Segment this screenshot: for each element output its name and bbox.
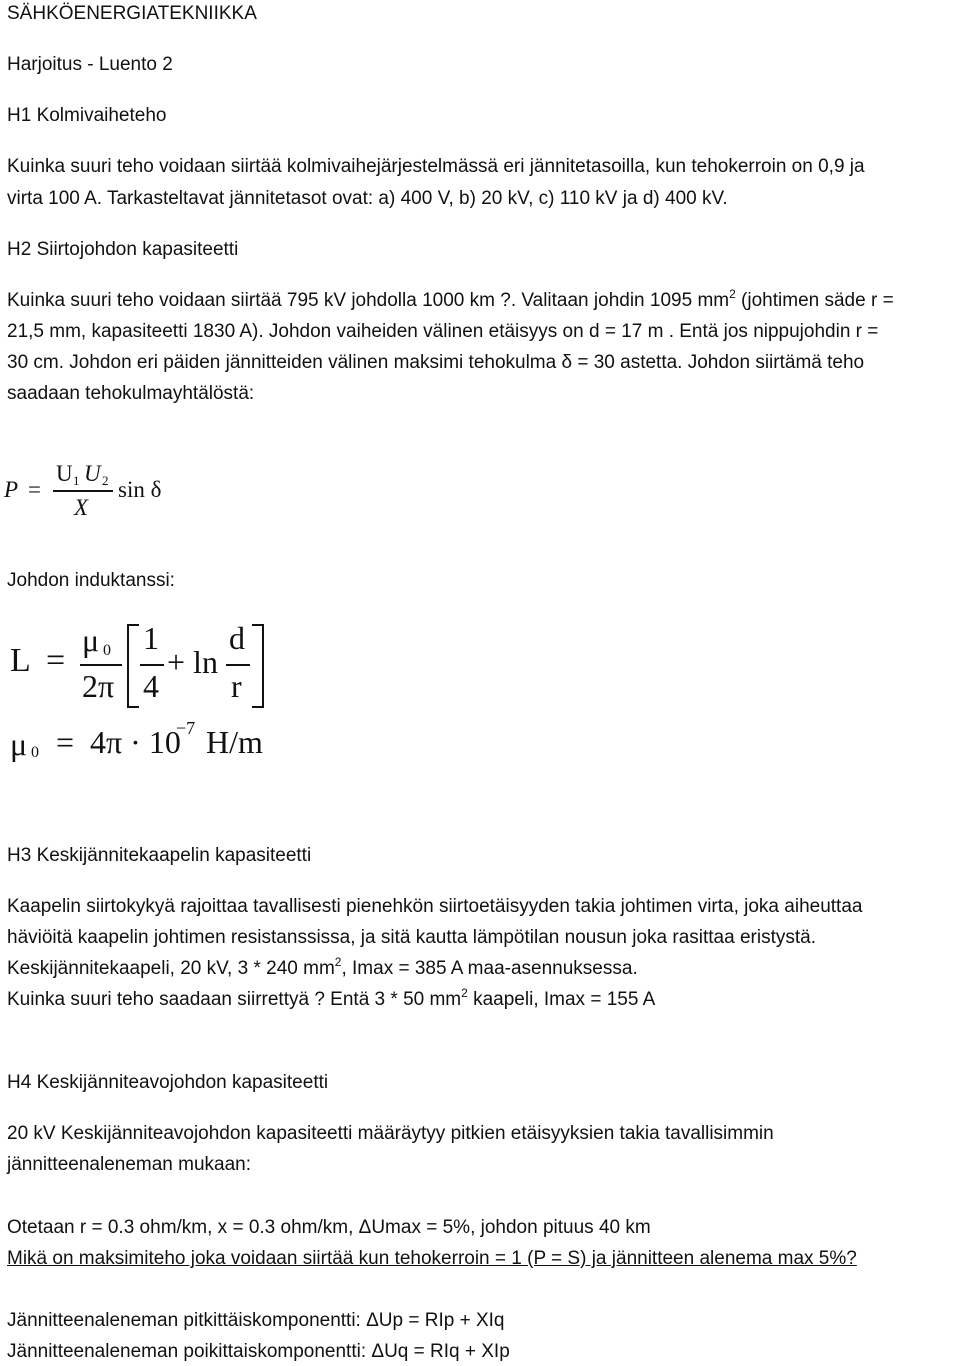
inductance-label: Johdon induktanssi: xyxy=(7,570,175,591)
formula-subscript: 1 xyxy=(73,473,80,488)
h4-text-line: 20 kV Keskijänniteavojohdon kapasiteetti määräytyy pitkien etäisyyksien takia tavallisimmin xyxy=(7,1123,774,1144)
h2-text-line: saadaan tehokulmayhtälöstä: xyxy=(7,383,255,404)
h3-text-segment: kaapeli, Imax = 155 A xyxy=(467,989,656,1010)
formula-equals: = xyxy=(56,724,75,760)
h4-text-line: Otetaan r = 0.3 ohm/km, x = 0.3 ohm/km, ΔUmax = 5%, johdon pituus 40 km xyxy=(7,1217,651,1238)
h2-heading: H2 Siirtojohdon kapasiteetti xyxy=(7,239,239,260)
h1-text-line: virta 100 A. Tarkasteltavat jännitetasot ovat: a) 400 V, b) 20 kV, c) 110 kV ja d) 400 kV. xyxy=(7,188,728,209)
formula-lhs: P xyxy=(4,477,19,502)
formula-plus-ln: + ln xyxy=(167,644,218,680)
power-angle-formula xyxy=(0,455,200,525)
formula-denominator: X xyxy=(74,495,89,520)
superscript: 2 xyxy=(334,955,342,969)
formula-d: d xyxy=(229,620,245,656)
h2-text-line: 21,5 mm, kapasiteetti 1830 A). Johdon vaiheiden välinen etäisyys on d = 17 m . Entä jos nippujohdin r = xyxy=(7,321,879,342)
formula-two-pi: 2π xyxy=(82,668,115,704)
fraction-bar xyxy=(80,664,122,666)
h1-heading: H1 Kolmivaihеteho xyxy=(7,105,167,126)
h3-heading: H3 Keskijännitekaapelin kapasiteetti xyxy=(7,845,312,866)
course-title: SÄHKÖENERGIATEKNIIKKA xyxy=(7,3,257,24)
h2-text-line xyxy=(7,289,894,313)
formula-exponent: −7 xyxy=(176,718,196,738)
h3-text-segment: , Imax = 385 A maa-asennuksessa. xyxy=(341,958,638,979)
h4-text-line: Jännitteenaleneman poikittaiskomponentti: ΔUq = RIq + XIp xyxy=(7,1341,510,1362)
superscript: 2 xyxy=(729,287,736,301)
h4-text-line: jännitteenaleneman mukaan: xyxy=(7,1154,252,1175)
fraction-bar xyxy=(53,490,113,492)
formula-value: 4π · 10 xyxy=(90,724,181,760)
h3-text-line xyxy=(7,988,655,1012)
permeability-formula xyxy=(0,718,280,768)
exercise-title: Harjoitus - Luento 2 xyxy=(7,54,173,75)
fraction-bar xyxy=(140,664,164,666)
h2-text-segment: (johtimen säde r = xyxy=(735,290,894,311)
h3-text-segment: Kuinka suuri teho saadaan siirrettyä ? Entä 3 * 50 mm xyxy=(7,989,462,1010)
h4-text-line: Jännitteenaleneman pitkittäiskomponentti: ΔUp = RIp + XIq xyxy=(7,1310,505,1331)
h3-text-segment: Keskijännitekaapeli, 20 kV, 3 * 240 mm xyxy=(7,958,335,979)
h2-text-segment: Kuinka suuri teho voidaan siirtää 795 kV johdolla 1000 km ?. Valitaan johdin 1095 mm xyxy=(7,290,730,311)
formula-numerator-u1: U xyxy=(56,461,73,486)
formula-subscript: 0 xyxy=(31,744,39,761)
h3-text-line: Kaapelin siirtokykyä rajoittaa tavallisesti pienehkön siirtoetäisyyden takia johtimen virta, joka aiheuttaa xyxy=(7,896,863,917)
h4-heading: H4 Keskijänniteavojohdon kapasiteetti xyxy=(7,1072,329,1093)
right-bracket xyxy=(252,624,264,708)
formula-one: 1 xyxy=(143,620,159,656)
fraction-bar xyxy=(226,664,250,666)
formula-trig: sin δ xyxy=(118,477,162,502)
formula-four: 4 xyxy=(143,668,159,704)
h4-question-underlined: Mikä on maksimiteho joka voidaan siirtää kun tehokerroin = 1 (P = S) ja jännitteen alenema max 5%? xyxy=(7,1248,857,1269)
formula-equals: = xyxy=(28,477,41,502)
h1-text-line: Kuinka suuri teho voidaan siirtää kolmivaihejärjestelmässä eri jännitetasoilla, kun tehokerroin on 0,9 ja xyxy=(7,156,865,177)
inductance-formula xyxy=(0,618,280,708)
h3-text-line xyxy=(7,957,638,981)
formula-mu: μ xyxy=(82,622,100,658)
formula-subscript: 2 xyxy=(102,473,109,488)
h3-text-line: häviöitä kaapelin johtimen resistanssissa, ja sitä kautta lämpötilan nousun joka rasittaa eristystä. xyxy=(7,927,816,948)
left-bracket xyxy=(127,624,139,708)
formula-equals: = xyxy=(46,642,66,679)
superscript: 2 xyxy=(461,986,468,1000)
h2-text-line: 30 cm. Johdon eri päiden jännitteiden välinen maksimi tehokulma δ = 30 astetta. Johdon siirtämä teho xyxy=(7,352,865,373)
formula-mu: μ xyxy=(10,726,28,762)
formula-unit: H/m xyxy=(206,724,263,760)
formula-lhs: L xyxy=(10,642,31,679)
formula-numerator-u2: U xyxy=(84,461,101,486)
formula-r: r xyxy=(231,668,242,704)
formula-subscript: 0 xyxy=(103,642,111,659)
